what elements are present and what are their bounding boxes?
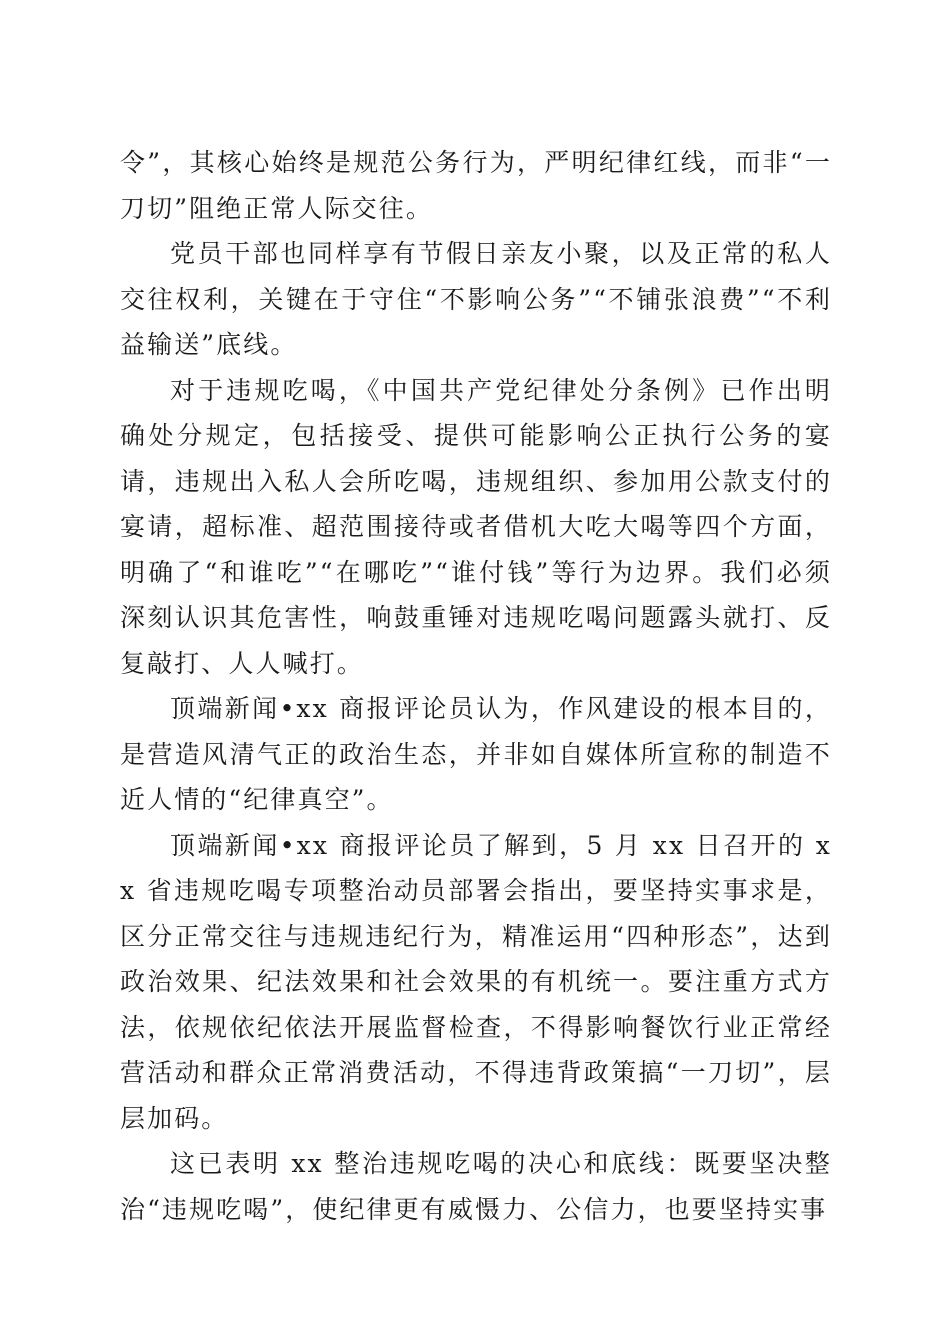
paragraph-5: 顶端新闻•xx 商报评论员了解到，5 月 xx 日召开的 xx 省违规吃喝专项整治动员部署会指出，要坚持实事求是，区分正常交往与违规违纪行为，精准运用“四种形态”，达到政治效果、纪法效果和社会效果的有机统一。要注重方式方法，依规依纪依法开展监督检查，不得影响餐饮行业正常经营活动和群众正常消费活动，不得违背政策搞“一刀切”，层层加码。	[120, 830, 832, 1133]
paragraph-3: 对于违规吃喝，《中国共产党纪律处分条例》已作出明确处分规定，包括接受、提供可能影响公正执行公务的宴请，违规出入私人会所吃喝，违规组织、参加用公款支付的宴请，超标准、超范围接待或者借机大吃大喝等四个方面，明确了“和谁吃”“在哪吃”“谁付钱”等行为边界。我们必须深刻认识其危害性，响鼓重锤对违规吃喝问题露头就打、反复敲打、人人喊打。	[120, 375, 832, 678]
paragraph-6: 这已表明 xx 整治违规吃喝的决心和底线：既要坚决整治“违规吃喝”，使纪律更有威慑力、公信力，也要坚持实事	[120, 1149, 832, 1224]
paragraph-2: 党员干部也同样享有节假日亲友小聚，以及正常的私人交往权利，关键在于守住“不影响公务”“不铺张浪费”“不利益输送”底线。	[120, 239, 832, 359]
paragraph-1: 令”，其核心始终是规范公务行为，严明纪律红线，而非“一刀切”阻绝正常人际交往。	[120, 148, 832, 223]
paragraph-4: 顶端新闻•xx 商报评论员认为，作风建设的根本目的，是营造风清气正的政治生态，并非如自媒体所宣称的制造不近人情的“纪律真空”。	[120, 694, 832, 814]
document-body	[120, 140, 832, 1232]
